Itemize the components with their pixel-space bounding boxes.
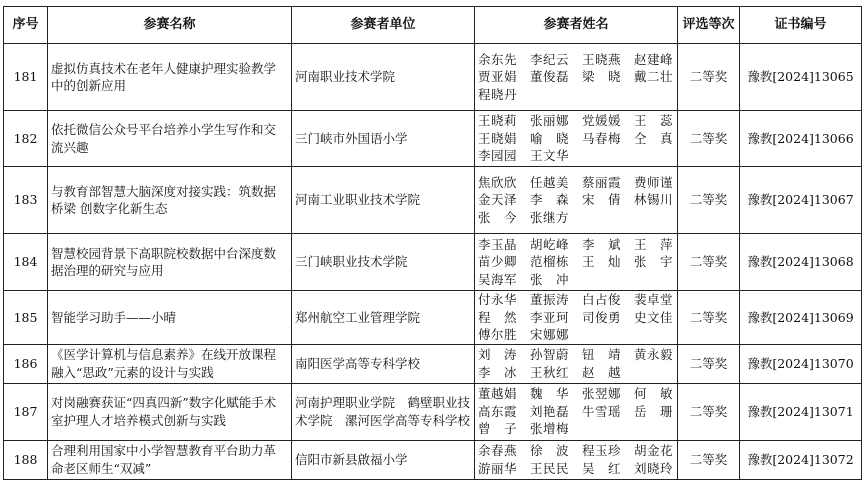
table-row <box>4 111 862 167</box>
names-line: 王晓莉 张丽娜 党媛媛 王 蕊 <box>478 113 674 129</box>
names-line: 李玉晶 胡屹峰 李 斌 王 萍 <box>478 236 674 252</box>
cert-cell: 豫教[2024]13071 <box>740 383 862 440</box>
unit-cell: 三门峡职业技术学院 <box>292 234 475 291</box>
seq-cell: 187 <box>4 383 48 440</box>
header-unit: 参赛者单位 <box>292 7 475 44</box>
unit-cell: 河南职业技术学院 <box>292 44 475 111</box>
entry-cell: 与教育部智慧大脑深度对接实践：筑数据桥梁 创数字化新生态 <box>48 167 292 234</box>
names-line: 程 然 李亚珂 司俊勇 史文佳 <box>478 309 674 325</box>
names-cell <box>475 167 678 234</box>
names-line: 程晓丹 <box>478 86 518 102</box>
seq-cell: 184 <box>4 234 48 291</box>
award-cell: 二等奖 <box>678 111 740 167</box>
award-cell: 二等奖 <box>678 44 740 111</box>
names-line: 王晓娟 喻 晓 马春梅 仝 真 <box>478 130 674 146</box>
names-cell <box>475 383 678 440</box>
table-row <box>4 291 862 345</box>
names-cell <box>475 440 678 479</box>
names-cell <box>475 234 678 291</box>
names-line: 李 冰 王秋红 赵 越 <box>478 364 622 380</box>
header-names: 参赛者姓名 <box>475 7 678 44</box>
entry-cell: 合理利用国家中小学智慧教育平台助力革命老区师生“双减” <box>48 440 292 479</box>
entry-cell: 智慧校园背景下高职院校数据中台深度数据治理的研究与应用 <box>48 234 292 291</box>
entry-cell: 虚拟仿真技术在老年人健康护理实验教学中的创新应用 <box>48 44 292 111</box>
cert-cell: 豫教[2024]13070 <box>740 344 862 383</box>
header-seq: 序号 <box>4 7 48 44</box>
seq-cell: 183 <box>4 167 48 234</box>
unit-cell: 三门峡市外国语小学 <box>292 111 475 167</box>
cert-cell: 豫教[2024]13067 <box>740 167 862 234</box>
entry-cell: 依托微信公众号平台培养小学生写作和交流兴趣 <box>48 111 292 167</box>
entry-cell: 对岗融赛获证“四真四新”数字化赋能手术室护理人才培养模式创新与实践 <box>48 383 292 440</box>
seq-cell: 182 <box>4 111 48 167</box>
entry-cell: 智能学习助手——小晴 <box>48 291 292 345</box>
cert-cell: 豫教[2024]13065 <box>740 44 862 111</box>
cert-cell: 豫教[2024]13066 <box>740 111 862 167</box>
unit-cell: 河南工业职业技术学院 <box>292 167 475 234</box>
award-cell: 二等奖 <box>678 167 740 234</box>
unit-cell: 信阳市新县啟福小学 <box>292 440 475 479</box>
names-line: 张 今 张继方 <box>478 209 570 225</box>
table-row <box>4 44 862 111</box>
cert-cell: 豫教[2024]13068 <box>740 234 862 291</box>
award-cell: 二等奖 <box>678 291 740 345</box>
names-line: 高东霞 刘艳磊 牛雪瑶 岳 珊 <box>478 403 674 419</box>
award-cell: 二等奖 <box>678 383 740 440</box>
entry-cell: 《医学计算机与信息素养》在线开放课程融入“思政”元素的设计与实践 <box>48 344 292 383</box>
cert-cell: 豫教[2024]13069 <box>740 291 862 345</box>
names-line: 金天泽 李 森 宋 倩 林锡川 <box>478 192 674 208</box>
names-line: 余东先 李纪云 王晓燕 赵建峰 <box>478 51 674 67</box>
names-line: 游丽华 王民民 吴 红 刘晓玲 <box>478 460 674 476</box>
names-line: 苗少卿 范榴栋 王 灿 张 宇 <box>478 254 674 270</box>
unit-cell: 郑州航空工业管理学院 <box>292 291 475 345</box>
table-row <box>4 167 862 234</box>
names-line: 余春燕 徐 波 程玉珍 胡金花 <box>478 443 674 458</box>
names-line: 曾 子 张增梅 <box>478 421 570 437</box>
names-cell <box>475 291 678 345</box>
header-row <box>4 7 862 44</box>
names-line: 贾亚娟 董俊磊 梁 晓 戴二壮 <box>478 69 674 85</box>
seq-cell: 186 <box>4 344 48 383</box>
names-cell <box>475 344 678 383</box>
names-line: 付永华 董振涛 白占俊 裴卓堂 <box>478 292 674 307</box>
header-entry: 参赛名称 <box>48 7 292 44</box>
unit-cell: 南阳医学高等专科学校 <box>292 344 475 383</box>
names-cell <box>475 44 678 111</box>
table-row <box>4 234 862 291</box>
award-cell: 二等奖 <box>678 234 740 291</box>
names-cell <box>475 111 678 167</box>
names-line: 焦欣欣 任越美 蔡丽霞 费师谨 <box>478 174 674 190</box>
unit-cell: 河南护理职业学院 鹤壁职业技术学院 漯河医学高等专科学校 <box>292 383 475 440</box>
seq-cell: 181 <box>4 44 48 111</box>
table-row <box>4 383 862 440</box>
cert-cell: 豫教[2024]13072 <box>740 440 862 479</box>
award-cell: 二等奖 <box>678 440 740 479</box>
header-cert: 证书编号 <box>740 7 862 44</box>
table-row <box>4 440 862 479</box>
names-line: 吴海军 张 冲 <box>478 271 570 287</box>
names-line: 李园园 王文华 <box>478 148 570 164</box>
award-cell: 二等奖 <box>678 344 740 383</box>
names-line: 董越娟 魏 华 张翌娜 何 敏 <box>478 386 674 402</box>
table-row <box>4 344 862 383</box>
header-award: 评选等次 <box>678 7 740 44</box>
seq-cell: 185 <box>4 291 48 345</box>
seq-cell: 188 <box>4 440 48 479</box>
names-line: 傅尔胜 宋娜娜 <box>478 327 570 342</box>
awards-table <box>3 6 862 480</box>
names-line: 刘 涛 孙智蔚 钮 靖 黄永毅 <box>478 347 674 362</box>
